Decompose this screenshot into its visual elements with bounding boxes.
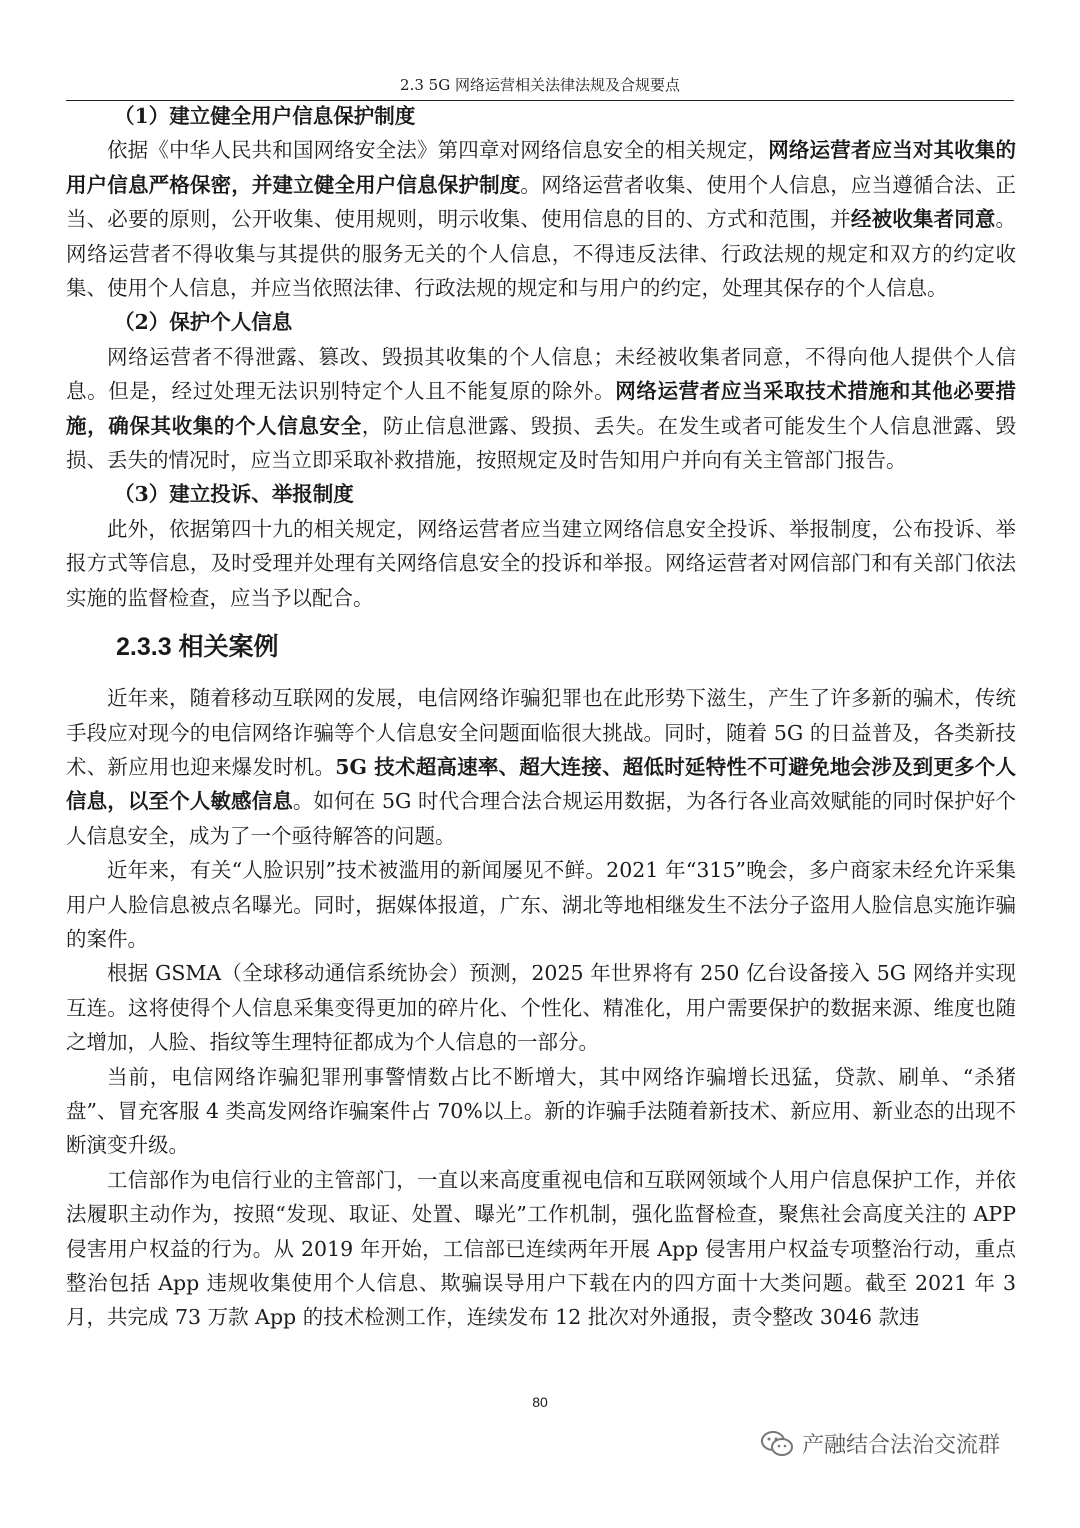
bold-text: 经被收集者同意 <box>850 207 996 232</box>
subsection-heading: （2）保护个人信息 <box>114 310 293 335</box>
text-run: 工信部作为电信行业的主管部门，一直以来高度重视电信和互联网领域个人用户信息保护工作，并依法履职主动作为，按照“发现、取证、处置、曝光”工作机制，强化监督检查，聚焦社会高度关注的 APP 侵害用户权益的行为。从 2019 年开始，工信部已连续两年开展 App 侵害用户权益专项整治行动，重点整治包括 App 违规收集使用个人信息、欺骗误导用户下载在内的四方面十大类问题。截至 2021 年 3 月，共完成 73 万款 App 的技术检测工作，连续发布 12 批次对外通报，责令整改 3046 款违 <box>66 1167 1016 1330</box>
paragraph <box>66 1060 1016 1163</box>
paragraph <box>66 853 1016 956</box>
text-run: 此外，依据第四十九的相关规定，网络运营者应当建立网络信息安全投诉、举报制度，公布投诉、举报方式等信息，及时受理并处理有关网络信息安全的投诉和举报。网络运营者对网信部门和有关部门依法实施的监督检查，应当予以配合。 <box>66 516 1016 610</box>
text-run: 依据《中华人民共和国网络安全法》第四章对网络信息安全的相关规定， <box>107 138 769 163</box>
paragraph <box>66 512 1016 615</box>
bold-text: 网络运营者应当采取技术措施和其他必要措施，确保其收集的个人信息安全 <box>66 379 1016 438</box>
paragraph <box>66 681 1016 853</box>
text-run: 。网络运营者不得收集与其提供的服务无关的个人信息，不得违反法律、行政法规的规定和双方的约定收集、使用个人信息，并应当依照法律、行政法规的规定和与用户的约定，处理其保存的个人信息。 <box>66 207 1017 301</box>
text-run: 近年来，有关“人脸识别”技术被滥用的新闻屡见不鲜。2021 年“315”晚会，多户商家未经允许采集用户人脸信息被点名曝光。同时，据媒体报道，广东、湖北等地相继发生不法分子盗用人脸信息实施诈骗的案件。 <box>66 858 1016 951</box>
subsection-heading: （1）建立健全用户信息保护制度 <box>114 104 416 128</box>
text-run: 。如何在 5G 时代合理合法合规运用数据，为各行各业高效赋能的同时保护好个人信息安全，成为了一个亟待解答的问题。 <box>66 789 1016 848</box>
text-run: 近年来，随着移动互联网的发展，电信网络诈骗犯罪也在此形势下滋生，产生了许多新的骗术，传统手段应对现今的电信网络诈骗等个人信息安全问题面临很大挑战。同时，随着 5G 的日益普及，各类新技术、新应用也迎来爆发时机。 <box>66 686 1016 779</box>
section-heading: 2.3.3 相关案例 <box>116 633 279 662</box>
bold-text: 5G 技术超高速率、超大连接、超低时延特性不可避免地会涉及到更多个人信息，以至个人敏感信息 <box>66 754 1017 814</box>
text-run: 网络运营者不得泄露、篡改、毁损其收集的个人信息；未经被收集者同意，不得向他人提供个人信息。但是，经过处理无法识别特定个人且不能复原的除外。 <box>66 344 1016 404</box>
watermark <box>760 1428 1000 1459</box>
page-number: 80 <box>532 1394 548 1410</box>
paragraph <box>66 956 1016 1059</box>
paragraph <box>66 340 1016 478</box>
document-body <box>66 99 1016 1335</box>
paragraph <box>66 1163 1016 1335</box>
text-run: 当前，电信网络诈骗犯罪刑事警情数占比不断增大，其中网络诈骗增长迅猛，贷款、刷单、“杀猪盘”、冒充客服 4 类高发网络诈骗案件占 70%以上。新的诈骗手法随着新技术、新应用、新业态的出现不断演变升级。 <box>66 1064 1016 1158</box>
paragraph <box>66 133 1016 305</box>
subsection-heading: （3）建立投诉、举报制度 <box>114 482 354 507</box>
page-header: 2.3 5G 网络运营相关法律法规及合规要点 <box>66 74 1014 101</box>
bold-text: 网络运营者应当对其收集的用户信息严格保密，并建立健全用户信息保护制度 <box>66 138 1017 197</box>
text-run: 根据 GSMA（全球移动通信系统协会）预测，2025 年世界将有 250 亿台设备接入 5G 网络并实现互连。这将使得个人信息采集变得更加的碎片化、个性化、精准化，用户需要保护的数据来源、维度也随之增加，人脸、指纹等生理特征都成为个人信息的一部分。 <box>66 961 1016 1055</box>
text-run: ，防止信息泄露、毁损、丢失。在发生或者可能发生个人信息泄露、毁损、丢失的情况时，应当立即采取补救措施，按照规定及时告知用户并向有关主管部门报告。 <box>66 413 1016 473</box>
wechat-icon <box>760 1430 794 1458</box>
text-run: 。网络运营者收集、使用个人信息，应当遵循合法、正当、必要的原则，公开收集、使用规则，明示收集、使用信息的目的、方式和范围，并 <box>66 172 1016 232</box>
watermark-text: 产融结合法治交流群 <box>802 1433 1001 1458</box>
